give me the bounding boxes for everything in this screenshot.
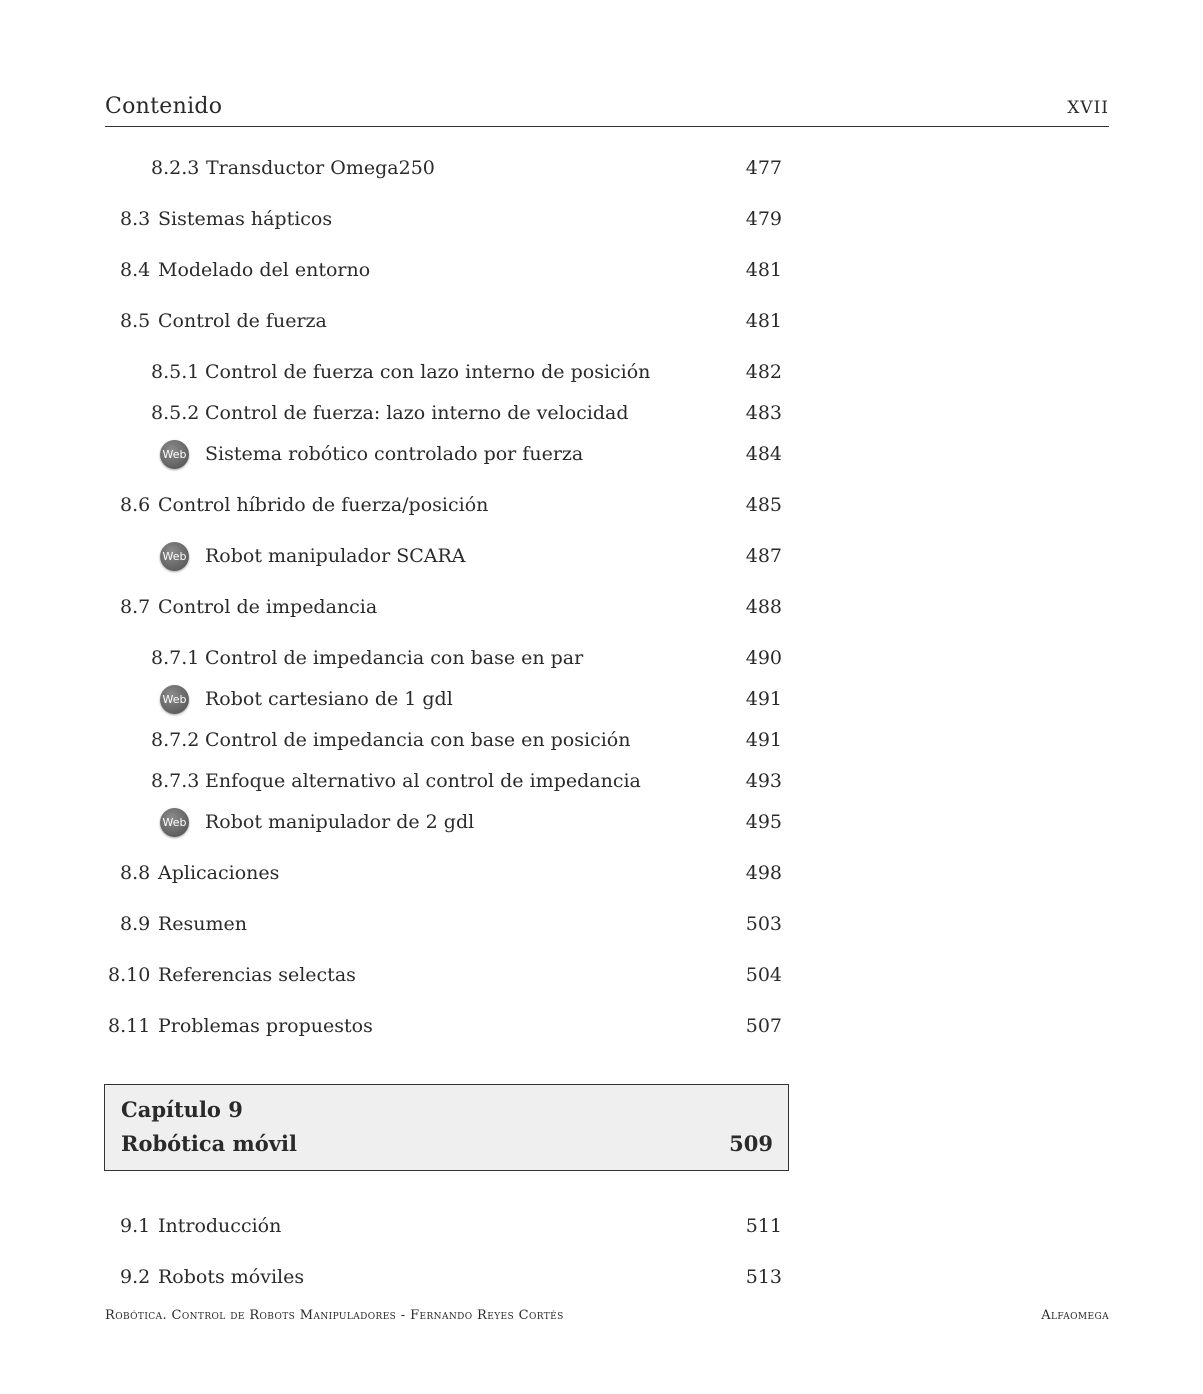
toc-entry-page: 482 — [745, 361, 782, 383]
toc-entry[interactable] — [0, 306, 782, 336]
toc-entry-title: Robot manipulador SCARA — [205, 545, 466, 567]
chapter-page: 509 — [729, 1131, 773, 1156]
toc-entry-page: 481 — [745, 259, 782, 281]
toc-entry-title: Sistema robótico controlado por fuerza — [205, 443, 584, 465]
toc-entry[interactable] — [0, 960, 782, 990]
toc-entry-title: Robots móviles — [158, 1266, 305, 1288]
toc-entry-title: Control híbrido de fuerza/posición — [158, 494, 489, 516]
toc-entry-number: 8.3 — [120, 208, 151, 230]
toc-entry-title: Enfoque alternativo al control de impedancia — [205, 770, 641, 792]
toc-entry-page: 507 — [745, 1015, 782, 1037]
toc-entry-page: 491 — [745, 688, 782, 710]
toc-entry-number: 8.5.2 — [151, 402, 200, 424]
toc-entry[interactable] — [0, 766, 782, 796]
toc-entry[interactable] — [0, 357, 782, 387]
toc-entry-number: 9.2 — [120, 1266, 151, 1288]
toc-entry[interactable] — [0, 153, 782, 183]
toc-entry-number: 8.2.3 — [151, 157, 200, 179]
toc-entry[interactable] — [0, 1011, 782, 1041]
web-icon: Web — [160, 440, 189, 469]
toc-entry-title: Resumen — [158, 913, 248, 935]
toc-entry-title: Modelado del entorno — [158, 259, 371, 281]
header-page-number: XVII — [1067, 98, 1109, 118]
toc-entry[interactable] — [0, 643, 782, 673]
toc-entry-web[interactable] — [0, 807, 782, 837]
toc-entry-number: 8.7.1 — [151, 647, 200, 669]
toc-entry-number: 8.5 — [120, 310, 151, 332]
toc-entry-number: 8.10 — [108, 964, 151, 986]
toc-entry-page: 481 — [745, 310, 782, 332]
toc-entry-title: Sistemas hápticos — [158, 208, 333, 230]
header-title: Contenido — [105, 94, 223, 119]
toc-entry-title: Robot cartesiano de 1 gdl — [205, 688, 453, 710]
toc-entry-number: 8.8 — [120, 862, 151, 884]
toc-entry-number: 8.5.1 — [151, 361, 200, 383]
toc-entry-number: 8.7.3 — [151, 770, 200, 792]
chapter-title: Robótica móvil — [121, 1131, 297, 1156]
toc-entry-page: 504 — [745, 964, 782, 986]
toc-entry-title: Control de impedancia con base en posición — [205, 729, 631, 751]
toc-entry-number: 8.6 — [120, 494, 151, 516]
toc-entry[interactable] — [0, 592, 782, 622]
toc-entry-title: Referencias selectas — [158, 964, 356, 986]
web-icon: Web — [160, 685, 189, 714]
toc-entry[interactable] — [0, 1262, 782, 1292]
toc-entry-web[interactable] — [0, 684, 782, 714]
toc-entry-number: 8.11 — [108, 1015, 151, 1037]
toc-entry-title: Control de fuerza: lazo interno de velocidad — [205, 402, 629, 424]
toc-entry-number: 8.7.2 — [151, 729, 200, 751]
toc-entry[interactable] — [0, 909, 782, 939]
toc-entry-title: Robot manipulador de 2 gdl — [205, 811, 475, 833]
toc-entry-page: 485 — [745, 494, 782, 516]
toc-entry-title: Transductor Omega250 — [206, 157, 435, 179]
chapter-heading-box[interactable] — [104, 1084, 789, 1171]
toc-entry-page: 511 — [745, 1215, 782, 1237]
toc-entry-page: 490 — [745, 647, 782, 669]
toc-entry-page: 498 — [745, 862, 782, 884]
running-header — [105, 94, 1109, 127]
toc-entry-title: Control de fuerza con lazo interno de posición — [205, 361, 651, 383]
toc-entry-page: 483 — [745, 402, 782, 424]
toc-entry-web[interactable] — [0, 541, 782, 571]
toc-entry-number: 8.7 — [120, 596, 151, 618]
footer-book-title: Robótica. Control de Robots Manipuladores - Fernando Reyes Cortés — [105, 1308, 564, 1323]
footer-publisher: Alfaomega — [1041, 1308, 1109, 1323]
toc-entry-title: Problemas propuestos — [158, 1015, 373, 1037]
toc-entry-title: Aplicaciones — [158, 862, 280, 884]
toc-entry-page: 484 — [745, 443, 782, 465]
toc-entry[interactable] — [0, 490, 782, 520]
toc-entry-page: 488 — [745, 596, 782, 618]
toc-entry-title: Control de impedancia — [158, 596, 378, 618]
toc-entry-number: 8.4 — [120, 259, 151, 281]
toc-entry-page: 513 — [745, 1266, 782, 1288]
toc-entry-page: 493 — [745, 770, 782, 792]
web-icon: Web — [160, 542, 189, 571]
toc-entry-title: Control de impedancia con base en par — [205, 647, 584, 669]
toc-entry[interactable] — [0, 398, 782, 428]
toc-entry-number: 8.9 — [120, 913, 151, 935]
toc-entry-number: 9.1 — [120, 1215, 151, 1237]
web-icon: Web — [160, 808, 189, 837]
toc-entry-page: 487 — [745, 545, 782, 567]
chapter-label: Capítulo 9 — [121, 1097, 243, 1122]
toc-entry-page: 477 — [745, 157, 782, 179]
toc-entry-title: Control de fuerza — [158, 310, 327, 332]
toc-entry[interactable] — [0, 255, 782, 285]
toc-entry[interactable] — [0, 204, 782, 234]
toc-entry-page: 495 — [745, 811, 782, 833]
toc-entry[interactable] — [0, 725, 782, 755]
toc-entry-page: 479 — [745, 208, 782, 230]
toc-entry[interactable] — [0, 1211, 782, 1241]
toc-entry-page: 491 — [745, 729, 782, 751]
toc-entry-page: 503 — [745, 913, 782, 935]
toc-entry-title: Introducción — [158, 1215, 282, 1237]
toc-entry-web[interactable] — [0, 439, 782, 469]
toc-entry[interactable] — [0, 858, 782, 888]
